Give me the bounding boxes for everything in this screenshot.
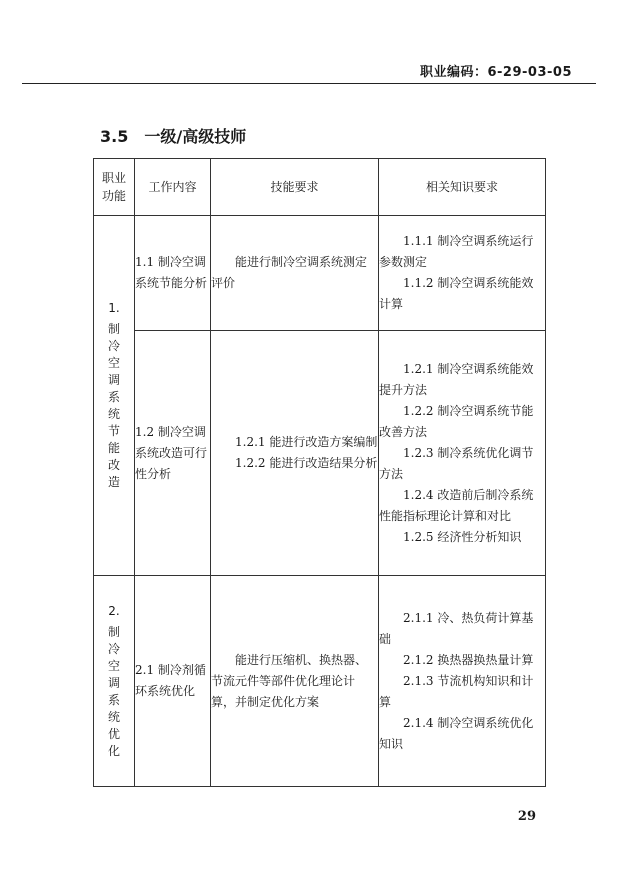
skills-table (93, 158, 546, 787)
knowledge-item: 1.2.3 制冷系统优化调节方法 (379, 445, 534, 481)
header-skill: 技能要求 (211, 159, 379, 216)
header-rule (22, 83, 596, 84)
knowledge-item: 1.2.1 制冷空调系统能效提升方法 (379, 361, 534, 397)
knowledge-item: 1.2.4 改造前后制冷系统性能指标理论计算和对比 (379, 487, 534, 523)
table-row (94, 576, 546, 787)
work-content-cell: 1.2 制冷空调系统改造可行性分析 (135, 331, 211, 576)
function-cell-2 (94, 576, 135, 787)
header-work: 工作内容 (135, 159, 211, 216)
knowledge-item: 1.1.1 制冷空调系统运行参数测定 (379, 234, 534, 269)
table-row (94, 216, 546, 331)
knowledge-item: 2.1.2 换热器换热量计算 (403, 652, 534, 667)
knowledge-item: 1.2.5 经济性分析知识 (403, 529, 522, 544)
skill-item: 能进行制冷空调系统测定评价 (211, 255, 368, 290)
header-knowledge: 相关知识要求 (379, 159, 546, 216)
function-cell-1 (94, 216, 135, 576)
function-name: 制冷空调系统节能改造 (107, 322, 120, 489)
section-title (100, 124, 246, 147)
table-header-row (94, 159, 546, 216)
occupation-code: 职业编码：6-29-03-05 (419, 65, 572, 80)
knowledge-item: 2.1.1 冷、热负荷计算基础 (379, 610, 534, 646)
knowledge-item: 2.1.3 节流机构知识和计算 (379, 673, 534, 709)
skill-cell (211, 576, 379, 787)
skill-item: 能进行压缩机、换热器、节流元件等部件优化理论计算，并制定优化方案 (211, 652, 368, 709)
knowledge-cell (379, 576, 546, 787)
skill-item: 1.2.1 能进行改造方案编制 (235, 435, 378, 449)
header-function: 职业功能 (94, 159, 135, 216)
knowledge-cell (379, 331, 546, 576)
table-row (94, 331, 546, 576)
knowledge-item: 2.1.4 制冷空调系统优化知识 (379, 715, 534, 751)
function-name: 制冷空调系统优化 (107, 624, 120, 758)
work-content-cell: 2.1 制冷剂循环系统优化 (135, 576, 211, 787)
section-heading: 一级/高级技师 (144, 127, 247, 146)
knowledge-item: 1.2.2 制冷空调系统节能改善方法 (379, 403, 534, 439)
work-content-cell: 1.1 制冷空调系统节能分析 (135, 216, 211, 331)
knowledge-cell (379, 216, 546, 331)
function-number: 1. (108, 301, 120, 315)
page-number: 29 (517, 809, 536, 824)
skill-cell (211, 331, 379, 576)
skill-cell (211, 216, 379, 331)
skill-item: 1.2.2 能进行改造结果分析 (235, 456, 378, 470)
function-number: 2. (108, 603, 120, 618)
section-number: 3.5 (100, 127, 129, 146)
knowledge-item: 1.1.2 制冷空调系统能效计算 (379, 276, 534, 311)
